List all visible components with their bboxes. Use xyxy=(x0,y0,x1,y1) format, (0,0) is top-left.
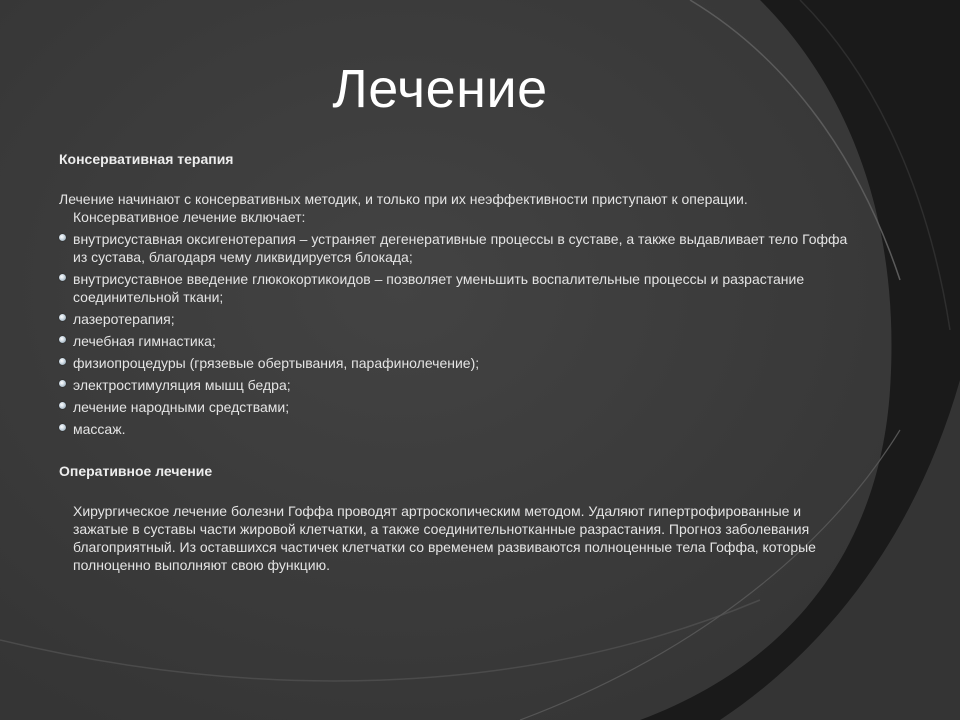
list-item xyxy=(59,270,849,306)
conservative-list xyxy=(59,230,849,438)
list-item-text: физиопроцедуры (грязевые обертывания, парафинолечение); xyxy=(73,355,480,371)
list-item xyxy=(59,332,849,350)
section-heading-surgical: Оперативное лечение xyxy=(59,463,213,479)
list-item xyxy=(59,230,849,266)
bullet-icon xyxy=(59,314,66,321)
bullet-icon xyxy=(59,336,66,343)
list-item-text: лазеротерапия; xyxy=(73,311,175,327)
list-item-text: массаж. xyxy=(73,421,126,437)
list-item xyxy=(59,354,849,372)
list-item-text: внутрисуставное введение глюкокортикоидов – позволяет уменьшить воспалительные процессы и разрастание соединительной ткани; xyxy=(73,271,805,305)
bullet-icon xyxy=(59,424,66,431)
list-item xyxy=(59,376,849,394)
bullet-icon xyxy=(59,402,66,409)
conservative-intro: Лечение начинают с консервативных методик, и только при их неэффективности приступают к операции. Консервативное лечение включает: xyxy=(59,191,748,225)
surgical-text: Хирургическое лечение болезни Гоффа проводят артроскопическим методом. Удаляют гипертрофированные и зажатые в суставы части жировой клетчатки, а также соединительнотканные разрастания. Прогноз заболевания благоприятный. Из оставшихся частичек клетчатки со временем развиваются полноценные тела Гоффа, которые полноценно выполняют свою функцию. xyxy=(73,503,816,573)
section-heading-conservative: Консервативная терапия xyxy=(59,151,234,167)
list-item-text: внутрисуставная оксигенотерапия – устраняет дегенеративные процессы в суставе, а также выдавливает тело Гоффа из сустава, благодаря чему ликвидируется блокада; xyxy=(73,231,848,265)
bullet-icon xyxy=(59,274,66,281)
list-item-text: лечебная гимнастика; xyxy=(73,333,216,349)
bullet-icon xyxy=(59,234,66,241)
bullet-icon xyxy=(59,358,66,365)
list-item xyxy=(59,398,849,416)
list-item xyxy=(59,310,849,328)
bullet-icon xyxy=(59,380,66,387)
list-item-text: лечение народными средствами; xyxy=(73,399,290,415)
list-item-text: электростимуляция мышц бедра; xyxy=(73,377,291,393)
list-item xyxy=(59,420,849,438)
slide-title: Лечение xyxy=(332,59,548,119)
slide-body xyxy=(59,150,849,574)
